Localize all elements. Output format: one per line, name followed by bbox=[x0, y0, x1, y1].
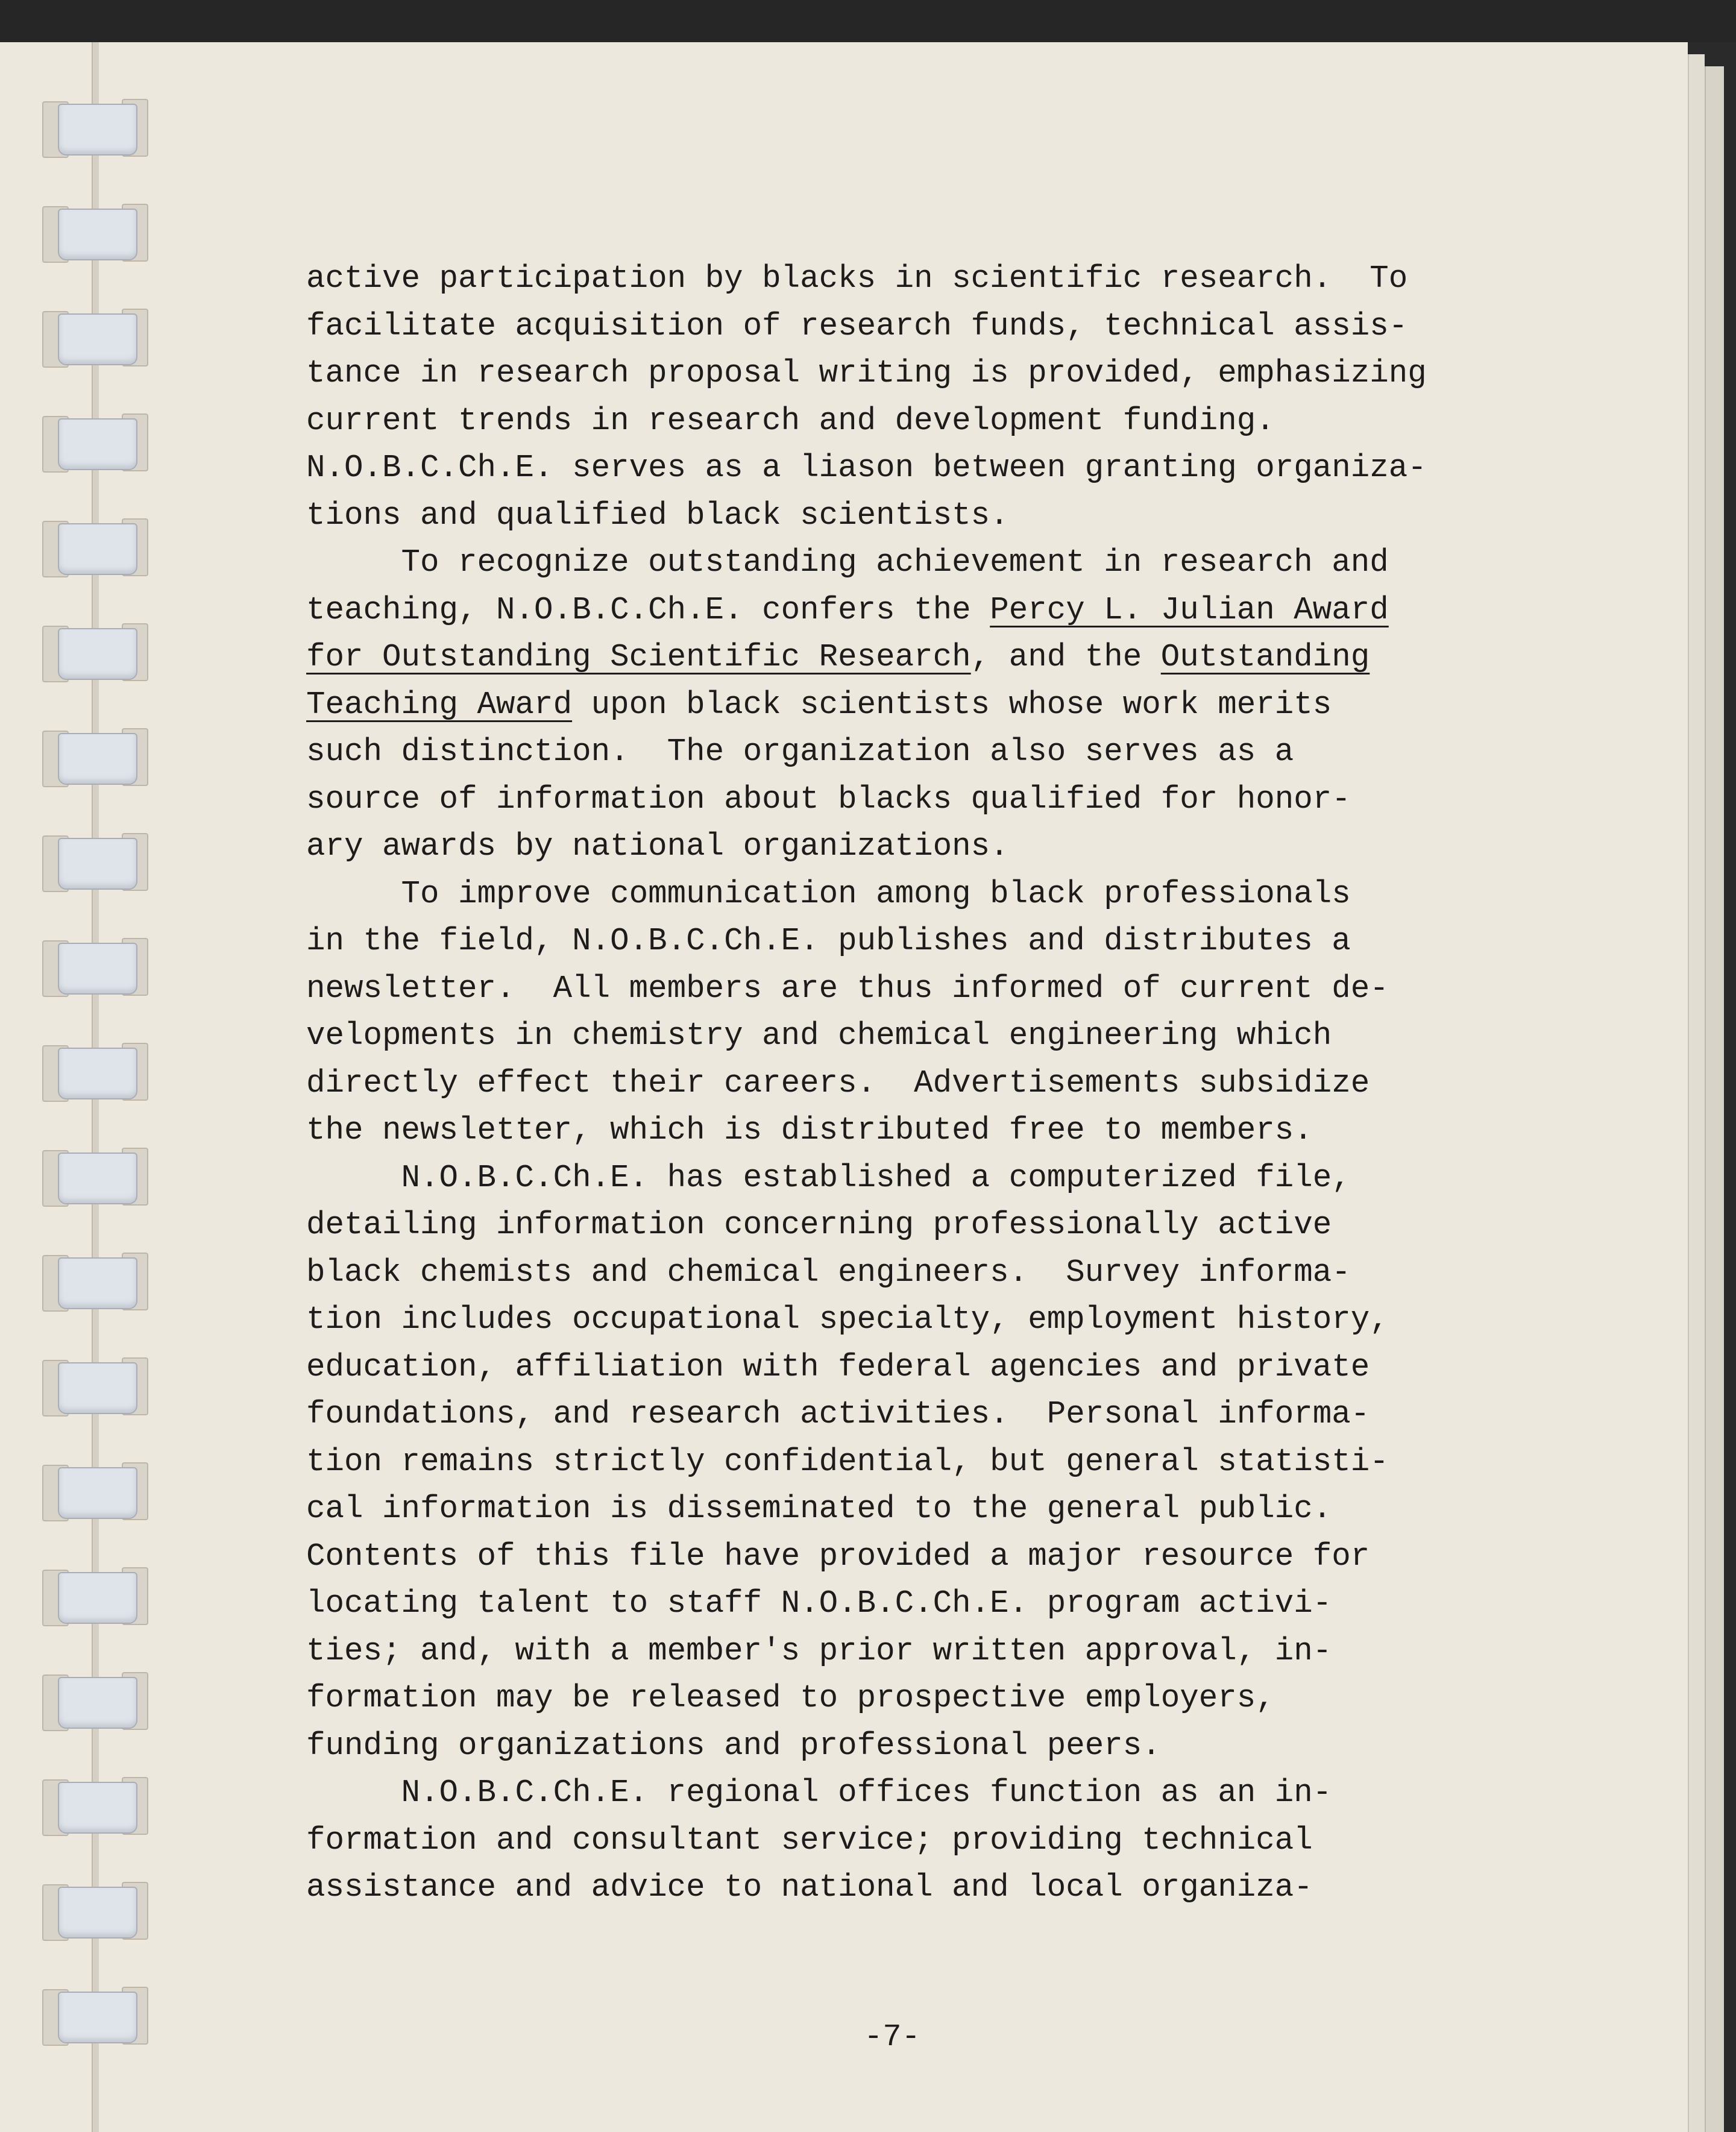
text-line bbox=[306, 1391, 1427, 1438]
page-stack-edge bbox=[1688, 54, 1705, 2132]
text-line bbox=[306, 1060, 1427, 1107]
text-segment: tance in research proposal writing is provided, emphasizing bbox=[306, 355, 1427, 391]
text-segment: N.O.B.C.Ch.E. has established a computerized file, bbox=[306, 1159, 1351, 1196]
text-segment: the newsletter, which is distributed free to members. bbox=[306, 1112, 1313, 1148]
binding-ring-icon bbox=[42, 1255, 148, 1312]
text-line bbox=[306, 1249, 1427, 1297]
text-line bbox=[306, 586, 1427, 634]
text-line bbox=[306, 1296, 1427, 1344]
text-segment: black chemists and chemical engineers. Survey informa- bbox=[306, 1254, 1351, 1291]
text-line bbox=[306, 1012, 1427, 1060]
text-segment: N.O.B.C.Ch.E. serves as a liason between granting organiza- bbox=[306, 450, 1427, 486]
text-segment: foundations, and research activities. Personal informa- bbox=[306, 1396, 1370, 1432]
text-line bbox=[306, 444, 1427, 492]
text-line bbox=[306, 1533, 1427, 1580]
text-segment: cal information is disseminated to the general public. bbox=[306, 1491, 1332, 1527]
binding-ring-icon bbox=[42, 1360, 148, 1417]
binding-ring-icon bbox=[42, 1884, 148, 1941]
text-segment: directly effect their careers. Advertisements subsidize bbox=[306, 1064, 1370, 1101]
text-line bbox=[306, 1438, 1427, 1486]
text-line bbox=[306, 1344, 1427, 1391]
binding-ring-icon bbox=[42, 521, 148, 577]
text-line bbox=[306, 1817, 1427, 1864]
underlined-award-name: for Outstanding Scientific Research bbox=[306, 639, 971, 675]
binding-ring-icon bbox=[42, 626, 148, 682]
text-line bbox=[306, 1154, 1427, 1202]
binding-ring-icon bbox=[42, 1674, 148, 1731]
text-line bbox=[306, 1864, 1427, 1911]
binding-ring-icon bbox=[42, 416, 148, 473]
underlined-award-name: Percy L. Julian Award bbox=[990, 591, 1389, 628]
binding-ring-icon bbox=[42, 1150, 148, 1207]
text-line bbox=[306, 1722, 1427, 1770]
text-segment: assistance and advice to national and local organiza- bbox=[306, 1869, 1313, 1905]
text-segment: upon black scientists whose work merits bbox=[572, 686, 1332, 723]
text-segment: education, affiliation with federal agencies and private bbox=[306, 1348, 1370, 1385]
text-segment: velopments in chemistry and chemical engineering which bbox=[306, 1017, 1332, 1054]
text-line bbox=[306, 303, 1427, 350]
text-line bbox=[306, 1107, 1427, 1154]
text-segment: tions and qualified black scientists. bbox=[306, 497, 1009, 533]
text-line bbox=[306, 1485, 1427, 1533]
binding-ring-icon bbox=[42, 1570, 148, 1626]
text-segment: funding organizations and professional peers. bbox=[306, 1727, 1161, 1764]
text-segment: current trends in research and development funding. bbox=[306, 402, 1275, 439]
binding-ring-icon bbox=[42, 311, 148, 368]
text-segment: tion includes occupational specialty, employment history, bbox=[306, 1301, 1389, 1338]
binding-ring-icon bbox=[42, 206, 148, 263]
text-segment: source of information about blacks qualified for honor- bbox=[306, 781, 1351, 817]
text-line bbox=[306, 681, 1427, 729]
binding-ring-icon bbox=[42, 731, 148, 787]
binding-ring-icon bbox=[42, 1465, 148, 1521]
text-line bbox=[306, 823, 1427, 870]
text-segment: locating talent to staff N.O.B.C.Ch.E. program activi- bbox=[306, 1585, 1332, 1621]
text-line bbox=[306, 397, 1427, 445]
text-segment: To improve communication among black professionals bbox=[306, 875, 1351, 912]
text-line bbox=[306, 1580, 1427, 1627]
text-segment: facilitate acquisition of research funds, technical assis- bbox=[306, 307, 1408, 344]
binding-ring-icon bbox=[42, 835, 148, 892]
binding-ring-icon bbox=[42, 1989, 148, 2046]
text-line bbox=[306, 1769, 1427, 1817]
text-line bbox=[306, 255, 1427, 303]
text-segment: formation may be released to prospective employers, bbox=[306, 1680, 1275, 1716]
underlined-award-name: Outstanding bbox=[1160, 639, 1370, 675]
text-segment: newsletter. All members are thus informed of current de- bbox=[306, 970, 1389, 1007]
page-stack-edge bbox=[1705, 66, 1724, 2132]
text-segment: tion remains strictly confidential, but general statisti- bbox=[306, 1443, 1389, 1480]
binding-ring-icon bbox=[42, 1045, 148, 1102]
scan-background bbox=[0, 0, 1736, 42]
text-segment: active participation by blacks in scientific research. To bbox=[306, 260, 1408, 297]
page-number: -7- bbox=[864, 2019, 920, 2055]
text-line bbox=[306, 1627, 1427, 1675]
text-line bbox=[306, 776, 1427, 823]
text-segment: N.O.B.C.Ch.E. regional offices function as an in- bbox=[306, 1775, 1332, 1811]
text-line bbox=[306, 728, 1427, 776]
text-line bbox=[306, 1674, 1427, 1722]
text-segment: teaching, N.O.B.C.Ch.E. confers the bbox=[306, 591, 990, 628]
text-line bbox=[306, 917, 1427, 965]
text-line bbox=[306, 350, 1427, 397]
text-segment: To recognize outstanding achievement in research and bbox=[306, 544, 1389, 580]
binding-ring-icon bbox=[42, 101, 148, 158]
text-segment: , and the bbox=[970, 639, 1161, 675]
text-segment: detailing information concerning professionally active bbox=[306, 1207, 1332, 1243]
text-segment: Contents of this file have provided a major resource for bbox=[306, 1538, 1370, 1574]
text-line bbox=[306, 965, 1427, 1013]
text-segment: in the field, N.O.B.C.Ch.E. publishes and distributes a bbox=[306, 923, 1351, 959]
binding-ring-icon bbox=[42, 1779, 148, 1836]
text-line bbox=[306, 870, 1427, 918]
binding-ring-icon bbox=[42, 940, 148, 997]
text-line bbox=[306, 492, 1427, 539]
underlined-award-name: Teaching Award bbox=[306, 686, 573, 723]
text-line bbox=[306, 634, 1427, 681]
body-text bbox=[306, 255, 1427, 1911]
text-segment: ties; and, with a member's prior written approval, in- bbox=[306, 1632, 1332, 1669]
text-segment: ary awards by national organizations. bbox=[306, 828, 1009, 864]
text-line bbox=[306, 539, 1427, 586]
text-segment: such distinction. The organization also serves as a bbox=[306, 734, 1294, 770]
text-segment: formation and consultant service; providing technical bbox=[306, 1822, 1313, 1858]
text-line bbox=[306, 1201, 1427, 1249]
